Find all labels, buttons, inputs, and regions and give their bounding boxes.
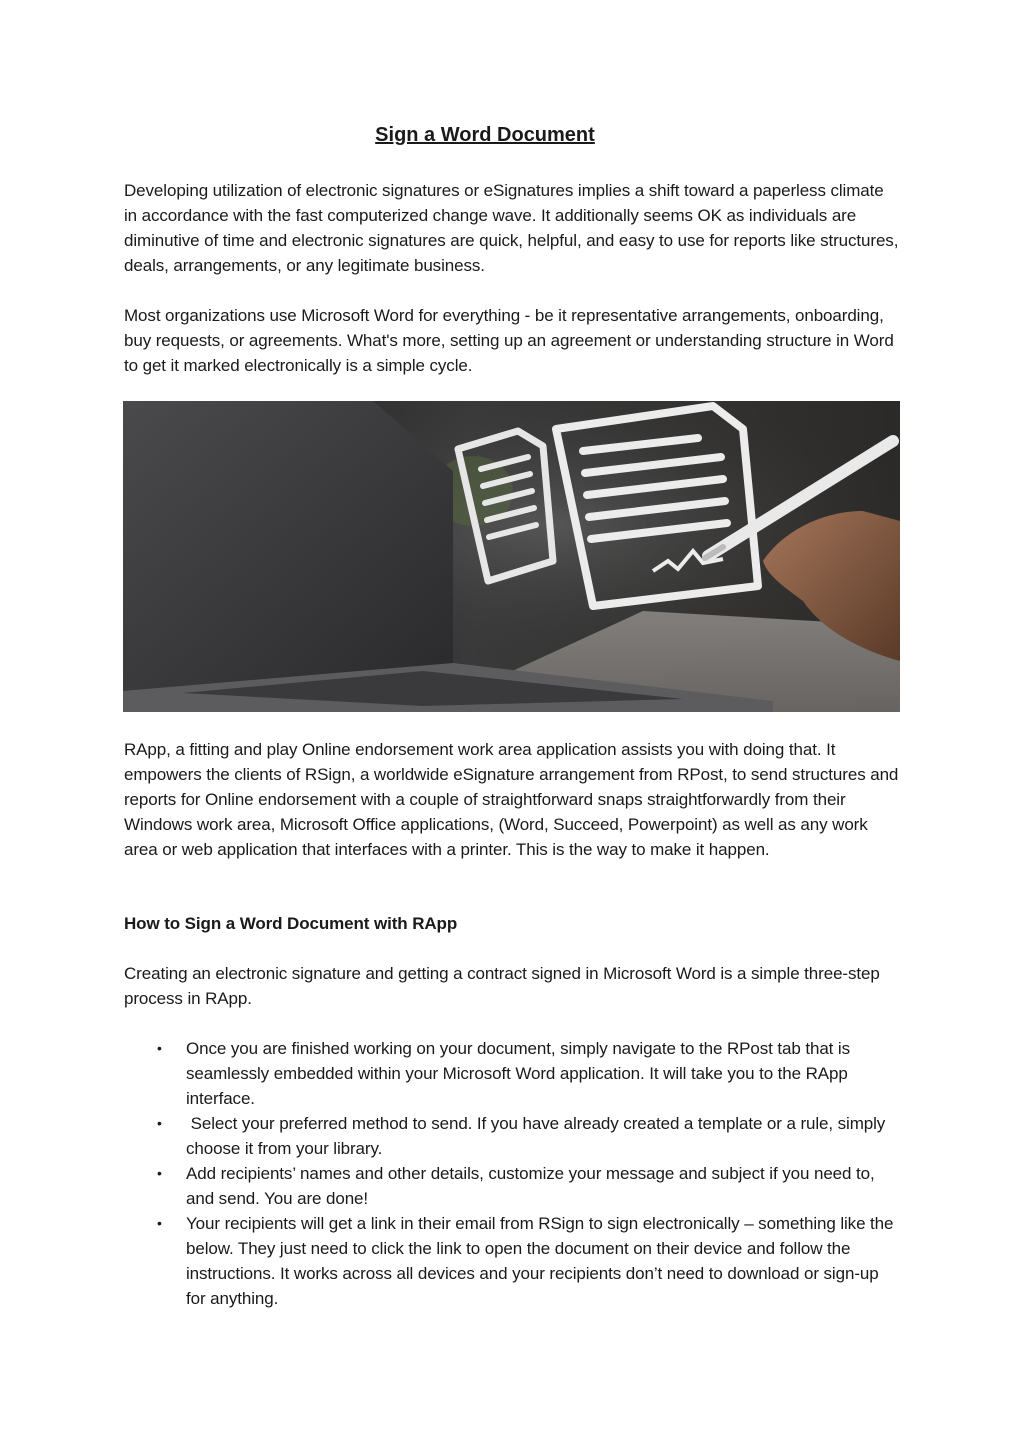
paragraph-rapp-description: RApp, a fitting and play Online endorsement work area application assists you with doing that. It empowers the clients of RSign, a worldwide eSignature arrangement from RPost, to send structures and reports for Online endorsement with a couple of straightforward snaps straightforwardly from their Windows work area, Microsoft Office applications, (Word, Succeed, Powerpoint) as well as any work area or web application that interfaces with a printer. This is the way to make it happen. (124, 740, 899, 859)
list-item-text: Add recipients’ names and other details, customize your message and subject if you need to, and send. You are done! (186, 1164, 875, 1208)
list-item (124, 1161, 899, 1211)
bullet-icon: • (157, 1215, 162, 1231)
paragraph-steps-intro: Creating an electronic signature and getting a contract signed in Microsoft Word is a simple three-step process in RApp. (124, 964, 880, 1008)
steps-list (124, 1036, 899, 1311)
bullet-icon: • (157, 1115, 162, 1131)
paragraph-intro: Developing utilization of electronic signatures or eSignatures implies a shift toward a paperless climate in accordance with the fast computerized change wave. It additionally seems OK as individuals are diminutive of time and electronic signatures are quick, helpful, and easy to use for reports like structures, deals, arrangements, or any legitimate business. (124, 181, 899, 275)
hero-image (123, 401, 900, 712)
list-item-text: Once you are finished working on your document, simply navigate to the RPost tab that is seamlessly embedded within your Microsoft Word application. It will take you to the RApp interface. (186, 1039, 851, 1108)
laptop-documents-illustration (123, 401, 900, 712)
list-item-text: Select your preferred method to send. If you have already created a template or a rule, simply choose it from your library. (186, 1114, 890, 1158)
list-item (124, 1036, 899, 1111)
list-item-text: Your recipients will get a link in their email from RSign to sign electronically – something like the below. They just need to click the link to open the document on their device and follow the instructions. It works across all devices and your recipients don’t need to download or sign-up for anything. (186, 1214, 894, 1308)
paragraph-word-usage: Most organizations use Microsoft Word for everything - be it representative arrangements, onboarding, buy requests, or agreements. What's more, setting up an agreement or understanding structure in Word to get it marked electronically is a simple cycle. (124, 306, 894, 375)
document-title: Sign a Word Document (375, 124, 595, 146)
list-item (124, 1111, 899, 1161)
section-heading: How to Sign a Word Document with RApp (124, 914, 458, 933)
bullet-icon: • (157, 1040, 162, 1056)
bullet-icon: • (157, 1165, 162, 1181)
list-item (124, 1211, 899, 1311)
